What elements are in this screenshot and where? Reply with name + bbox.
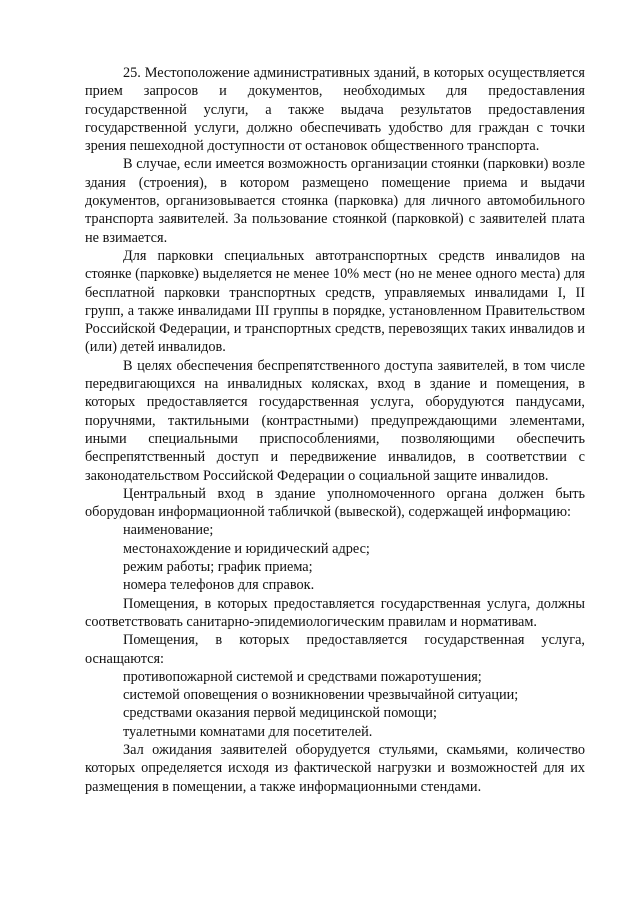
paragraph-parking: В случае, если имеется возможность организации стоянки (парковки) возле здания (строения), в котором размещено помещение приема и выдачи документов, организовывается стоянка (парковка) для личного автомобильного транспорта заявителей. За пользование стоянкой (парковкой) с заявителей плата не взимается. [85,156,585,246]
list-item-alert-system: системой оповещения о возникновении чрезвычайной ситуации; [123,687,519,704]
paragraph-accessibility: В целях обеспечения беспрепятственного доступа заявителей, в том числе передвигающихся на инвалидных колясках, вход в здание и помещения, в которых предоставляется государственная услуга, оборудуются пандусами, поручнями, тактильными (контрастными) предупреждающими элементами, иными специальными приспособлениями, позволяющими обеспечить беспрепятственный доступ и передвижение инвалидов, в соответствии с законодательством Российской Федерации о социальной защите инвалидов. [85,357,585,484]
list-item-name: наименование; [123,522,214,539]
paragraph-disabled-parking: Для парковки специальных автотранспортных средств инвалидов на стоянке (парковке) выделяется не менее 10% мест (но не менее одного места) для бесплатной парковки транспортных средств, управляемых инвалидами I, II групп, а также инвалидами III группы в порядке, установленном Правительством Российской Федерации, и транспортных средств, перевозящих таких инвалидов и (или) детей инвалидов. [85,247,585,356]
paragraph-location: 25. Местоположение административных зданий, в которых осуществляется прием запросов и документов, необходимых для предоставления государственной услуги, а также выдача результатов предоставления государственной услуги, должно обеспечивать удобство для граждан с точки зрения пешеходной доступности от остановок общественного транспорта. [85,65,585,155]
list-item-fire-system: противопожарной системой и средствами пожаротушения; [123,668,482,685]
list-item-first-aid: средствами оказания первой медицинской помощи; [123,705,437,722]
list-item-phones: номера телефонов для справок. [123,577,315,594]
list-item-toilets: туалетными комнатами для посетителей. [123,723,373,740]
document-body [85,64,585,796]
paragraph-sanitary: Помещения, в которых предоставляется государственная услуга, должны соответствовать санитарно-эпидемиологическим правилам и нормативам. [85,595,585,630]
paragraph-central-entrance: Центральный вход в здание уполномоченного органа должен быть оборудован информационной табличкой (вывеской), содержащей информацию: [85,485,585,521]
list-item-schedule: режим работы; график приема; [123,559,313,576]
paragraph-waiting-room: Зал ожидания заявителей оборудуется стульями, скамьями, количество которых определяется исходя из фактической нагрузки и возможностей для их размещения в помещении, а также информационными стендами. [85,741,585,795]
paragraph-equipped: Помещения, в которых предоставляется государственная услуга, оснащаются: [85,632,585,667]
list-item-address: местонахождение и юридический адрес; [123,540,370,557]
